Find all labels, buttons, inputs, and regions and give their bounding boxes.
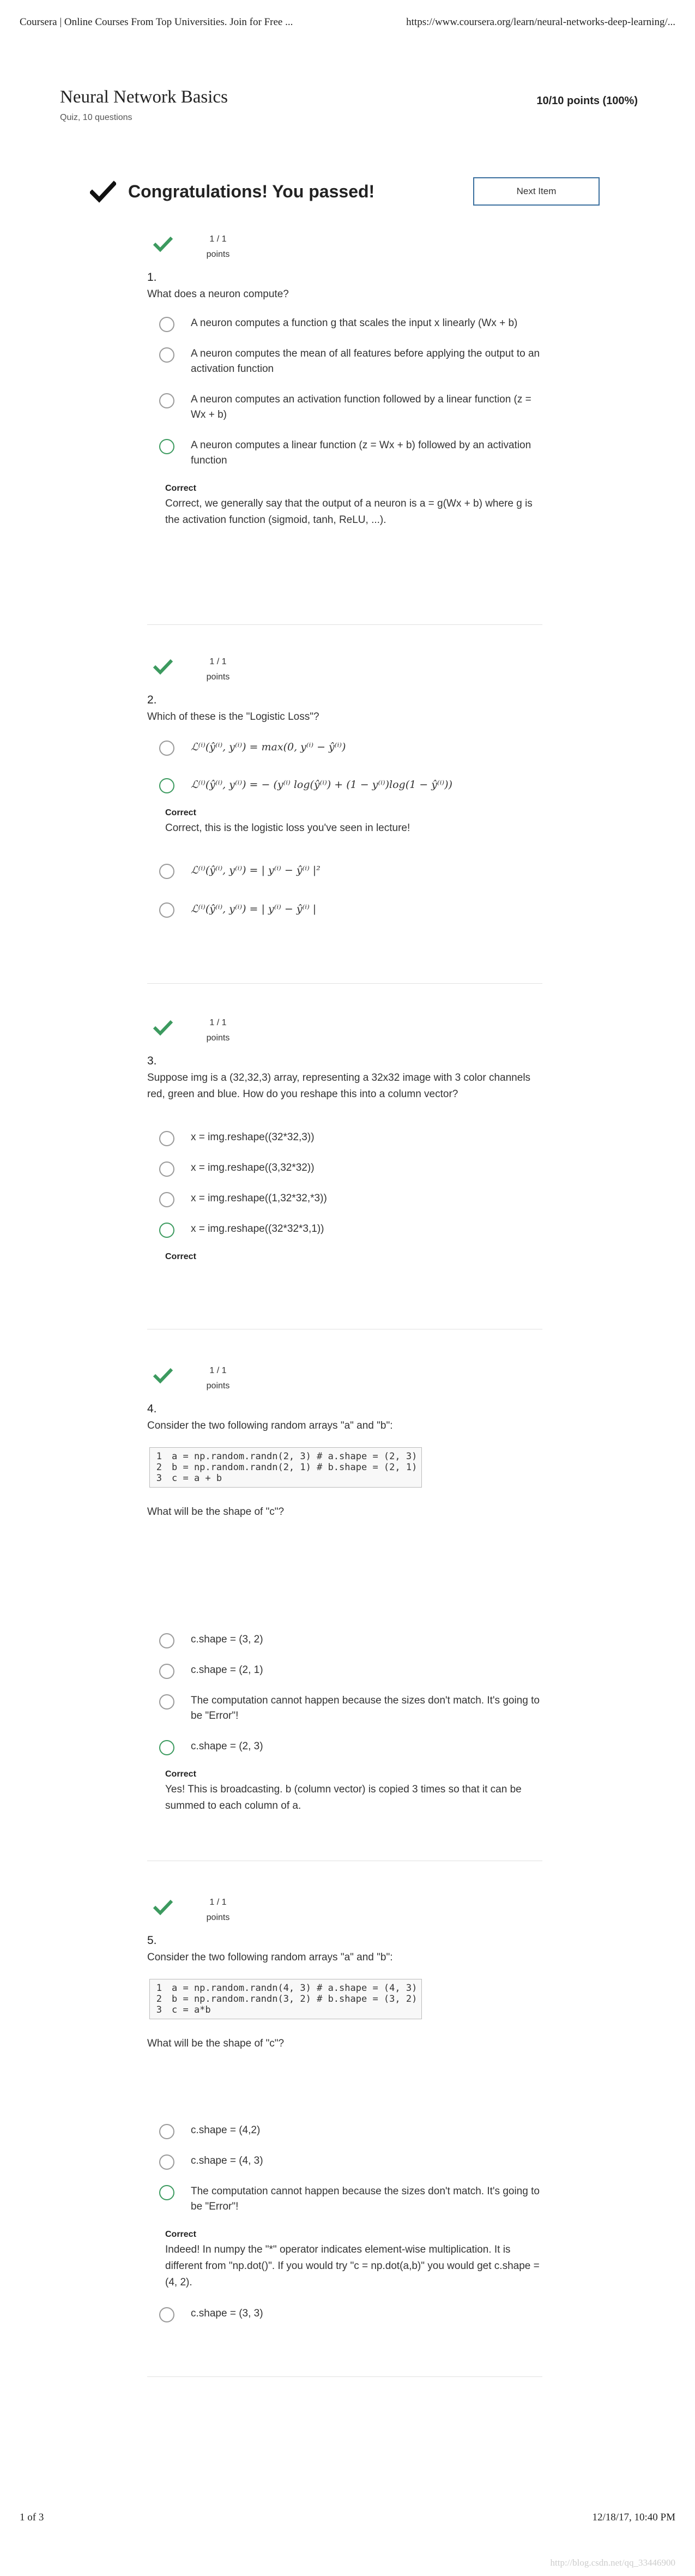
radio-button[interactable] <box>159 1694 174 1710</box>
answer-option[interactable]: c.shape = (4, 3) <box>147 2153 542 2169</box>
question-header <box>147 1363 542 1396</box>
code-line: 1 a = np.random.randn(4, 3) # a.shape = (4, 3) <box>156 1983 418 1994</box>
checkmark-icon <box>153 1019 173 1036</box>
answer-option[interactable]: The computation cannot happen because the sizes don't match. It's going to be "Error"! <box>147 1693 542 1724</box>
answer-option[interactable]: c.shape = (4,2) <box>147 2123 542 2138</box>
checkmark-icon <box>153 1367 173 1384</box>
answer-option[interactable]: x = img.reshape((1,32*32,*3)) <box>147 1191 542 1206</box>
next-item-button[interactable]: Next Item <box>473 177 600 206</box>
answer-option[interactable]: A neuron computes an activation function followed by a linear function (z = Wx + b) <box>147 392 542 423</box>
question-5 <box>147 1895 542 2337</box>
quiz-score: 10/10 points (100%) <box>536 95 638 107</box>
radio-button[interactable] <box>159 1192 174 1207</box>
quiz-subtitle: Quiz, 10 questions <box>60 113 132 122</box>
answer-option[interactable]: ℒ⁽ⁱ⁾(ŷ⁽ⁱ⁾, y⁽ⁱ⁾) = | y⁽ⁱ⁾ − ŷ⁽ⁱ⁾ |² <box>147 863 542 878</box>
radio-button-selected[interactable] <box>159 439 174 454</box>
question-prompt: Consider the two following random arrays "a" and "b": <box>147 1952 393 1963</box>
print-footer <box>20 2512 675 2524</box>
answer-option[interactable]: c.shape = (3, 2) <box>147 1632 542 1647</box>
print-header <box>20 16 675 29</box>
code-line: 2 b = np.random.randn(3, 2) # b.shape = (3, 2) <box>156 1994 418 2005</box>
watermark: http://blog.csdn.net/qq_33446900 <box>550 2557 675 2568</box>
question-number: 2. <box>147 694 157 706</box>
feedback-title: Correct <box>165 808 196 817</box>
checkmark-icon <box>153 658 173 675</box>
radio-button-selected[interactable] <box>159 1740 174 1755</box>
divider <box>147 2376 542 2377</box>
question-1 <box>147 232 542 528</box>
answer-option[interactable]: A neuron computes a function g that scales the input x linearly (Wx + b) <box>147 316 542 331</box>
checkmark-icon <box>153 235 173 252</box>
code-line: 3 c = a + b <box>156 1473 222 1484</box>
code-line: 3 c = a*b <box>156 2005 211 2015</box>
question-prompt: Which of these is the "Logistic Loss"? <box>147 711 319 723</box>
feedback-title: Correct <box>165 1252 196 1261</box>
feedback <box>147 2230 542 2291</box>
pass-banner <box>90 177 600 206</box>
feedback-text: Yes! This is broadcasting. b (column vector) is copied 3 times so that it can be summed to each column of a. <box>165 1784 522 1811</box>
feedback-title: Correct <box>165 2230 196 2239</box>
radio-button[interactable] <box>159 2307 174 2322</box>
answer-option[interactable]: x = img.reshape((32*32,3)) <box>147 1130 542 1145</box>
radio-button[interactable] <box>159 1664 174 1679</box>
divider <box>147 983 542 984</box>
radio-button[interactable] <box>159 1633 174 1648</box>
answer-option[interactable]: c.shape = (2, 1) <box>147 1663 542 1678</box>
code-line: 2 b = np.random.randn(2, 1) # b.shape = (2, 1) <box>156 1462 418 1473</box>
answer-option-selected[interactable]: The computation cannot happen because the sizes don't match. It's going to be "Error"! <box>147 2184 542 2214</box>
code-block <box>149 1447 422 1488</box>
code-block <box>149 1979 422 2019</box>
feedback <box>147 808 542 836</box>
browser-page-title: Coursera | Online Courses From Top Universities. Join for Free ... <box>20 16 293 28</box>
divider <box>147 624 542 625</box>
question-number: 1. <box>147 271 157 284</box>
feedback <box>147 484 542 528</box>
feedback-title: Correct <box>165 484 196 493</box>
question-header <box>147 1015 542 1048</box>
browser-url[interactable]: https://www.coursera.org/learn/neural-networks-deep-learning/... <box>406 16 675 28</box>
question-2 <box>147 654 542 932</box>
checkmark-icon <box>153 1898 173 1916</box>
feedback-title: Correct <box>165 1770 196 1779</box>
feedback-text: Correct, we generally say that the output of a neuron is a = g(Wx + b) where g is the activation function (sigmoid, tanh, ReLU, ...). <box>165 498 533 526</box>
question-number: 3. <box>147 1055 157 1067</box>
print-datetime: 12/18/17, 10:40 PM <box>592 2512 675 2523</box>
question-header <box>147 232 542 264</box>
question-header <box>147 654 542 687</box>
question-4 <box>147 1363 542 1814</box>
radio-button[interactable] <box>159 864 174 879</box>
question-text: What will be the shape of "c"? <box>147 2038 285 2049</box>
quiz-title: Neural Network Basics <box>60 87 228 107</box>
radio-button[interactable] <box>159 1131 174 1146</box>
radio-button[interactable] <box>159 317 174 332</box>
radio-button-selected[interactable] <box>159 778 174 793</box>
feedback <box>147 1770 542 1814</box>
points-label: 1 / 1 points <box>206 657 230 682</box>
pass-message: Congratulations! You passed! <box>128 181 375 201</box>
checkmark-icon <box>90 178 116 204</box>
question-3 <box>147 1015 542 1262</box>
answer-option-selected[interactable]: x = img.reshape((32*32*3,1)) <box>147 1221 542 1237</box>
page-number: 1 of 3 <box>20 2512 44 2523</box>
answer-option-selected[interactable]: c.shape = (2, 3) <box>147 1739 542 1754</box>
radio-button[interactable] <box>159 2154 174 2170</box>
points-label: 1 / 1 points <box>206 1366 230 1391</box>
radio-button[interactable] <box>159 1161 174 1177</box>
question-header <box>147 1895 542 1928</box>
answer-option[interactable]: ℒ⁽ⁱ⁾(ŷ⁽ⁱ⁾, y⁽ⁱ⁾) = max(0, y⁽ⁱ⁾ − ŷ⁽ⁱ⁾) <box>147 739 542 755</box>
radio-button[interactable] <box>159 741 174 756</box>
points-label: 1 / 1 points <box>206 1018 230 1043</box>
answer-option-selected[interactable]: ℒ⁽ⁱ⁾(ŷ⁽ⁱ⁾, y⁽ⁱ⁾) = − (y⁽ⁱ⁾ log(ŷ⁽ⁱ⁾) + (1 − y⁽ⁱ⁾)log(1 − ŷ⁽ⁱ⁾)) <box>147 777 542 793</box>
code-line: 1 a = np.random.randn(2, 3) # a.shape = (2, 3) <box>156 1451 418 1462</box>
radio-button-selected[interactable] <box>159 2185 174 2200</box>
feedback-text: Indeed! In numpy the "*" operator indicates element-wise multiplication. It is different from "np.dot()". If you would try "c = np.dot(a,b)" you would get c.shape = (4, 2). <box>165 2244 540 2288</box>
answer-option[interactable]: c.shape = (3, 3) <box>147 2306 542 2321</box>
question-number: 5. <box>147 1934 157 1947</box>
answer-option[interactable]: ℒ⁽ⁱ⁾(ŷ⁽ⁱ⁾, y⁽ⁱ⁾) = | y⁽ⁱ⁾ − ŷ⁽ⁱ⁾ | <box>147 901 542 917</box>
points-label: 1 / 1 points <box>206 1898 230 1922</box>
radio-button[interactable] <box>159 393 174 408</box>
radio-button[interactable] <box>159 902 174 918</box>
question-prompt: What does a neuron compute? <box>147 288 289 300</box>
answer-option-selected[interactable]: A neuron computes a linear function (z = Wx + b) followed by an activation function <box>147 438 542 468</box>
question-prompt: Suppose img is a (32,32,3) array, representing a 32x32 image with 3 color channels red, green and blue. How do you reshape this into a column vector? <box>147 1072 531 1100</box>
question-text: What will be the shape of "c"? <box>147 1506 285 1518</box>
radio-button[interactable] <box>159 2124 174 2139</box>
points-label: 1 / 1 points <box>206 234 230 259</box>
quiz-header <box>60 87 638 123</box>
answer-option[interactable]: x = img.reshape((3,32*32)) <box>147 1160 542 1176</box>
radio-button-selected[interactable] <box>159 1223 174 1238</box>
question-number: 4. <box>147 1403 157 1415</box>
radio-button[interactable] <box>159 347 174 363</box>
answer-option[interactable]: A neuron computes the mean of all features before applying the output to an activation function <box>147 346 542 377</box>
question-prompt: Consider the two following random arrays "a" and "b": <box>147 1420 393 1431</box>
feedback <box>147 1252 542 1262</box>
feedback-text: Correct, this is the logistic loss you've seen in lecture! <box>165 822 410 834</box>
